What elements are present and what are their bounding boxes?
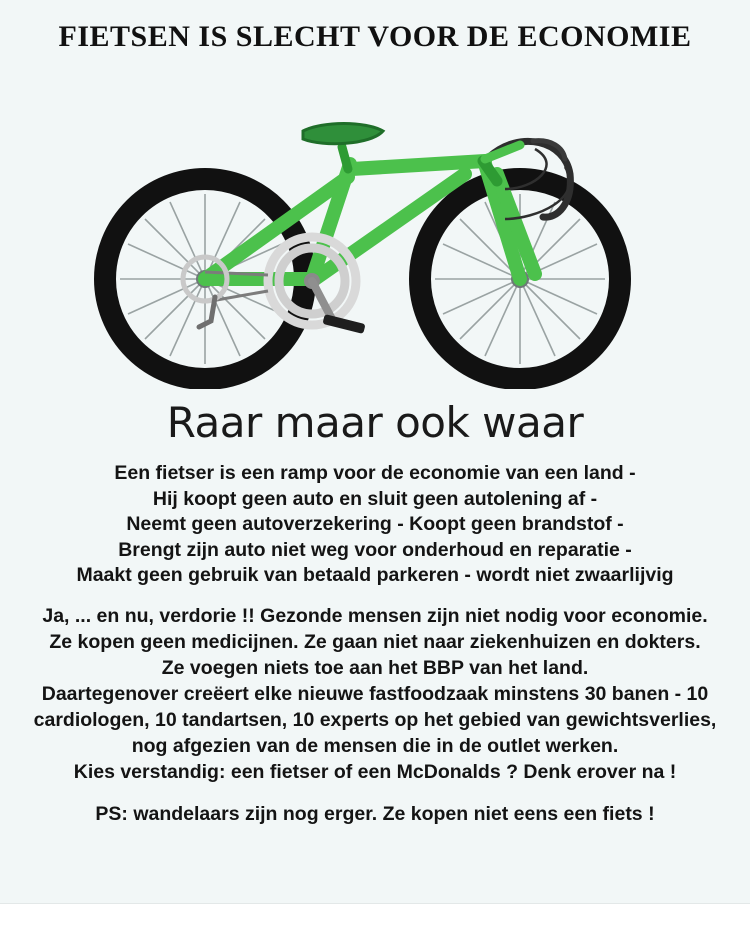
body-block-3 — [20, 801, 730, 827]
body-line: Ja, ... en nu, verdorie !! Gezonde mensen zijn niet nodig voor economie. — [42, 604, 708, 627]
body-block-2 — [20, 603, 730, 785]
body-block-1 — [20, 461, 730, 589]
body-line: Maakt geen gebruik van betaald parkeren - wordt niet zwaarlijvig — [76, 564, 674, 586]
body-line: Daartegenover creëert elke nieuwe fastfoodzaak minstens 30 banen - 10 — [41, 682, 709, 705]
bicycle-image — [55, 64, 695, 394]
body-line: Hij koopt geen auto en sluit geen autolening af - — [152, 487, 598, 510]
subtitle: Raar maar ook waar — [166, 398, 584, 447]
body-line: nog afgezien van de mensen die in de outlet werken. — [131, 734, 619, 757]
body-line: Brengt zijn auto niet weg voor onderhoud en reparatie - — [118, 538, 632, 561]
body-line: Ze kopen geen medicijnen. Ze gaan niet naar ziekenhuizen en dokters. — [49, 630, 701, 653]
body-line: Kies verstandig: een fietser of een McDonalds ? Denk erover na ! — [73, 760, 677, 783]
body-line: PS: wandelaars zijn nog erger. Ze kopen niet eens een fiets ! — [95, 802, 655, 825]
body-line: cardiologen, 10 tandartsen, 10 experts op het gebied van gewichtsverlies, — [33, 708, 717, 731]
body-line: Ze voegen niets toe aan het BBP van het land. — [161, 656, 589, 679]
page-title: FIETSEN IS SLECHT VOOR DE ECONOMIE — [58, 20, 692, 53]
bottom-strip — [0, 903, 750, 926]
body-line: Neemt geen autoverzekering - Koopt geen brandstof - — [126, 513, 624, 535]
body-line: Een fietser is een ramp voor de economie van een land - — [114, 462, 636, 484]
bicycle-svg — [65, 69, 685, 389]
